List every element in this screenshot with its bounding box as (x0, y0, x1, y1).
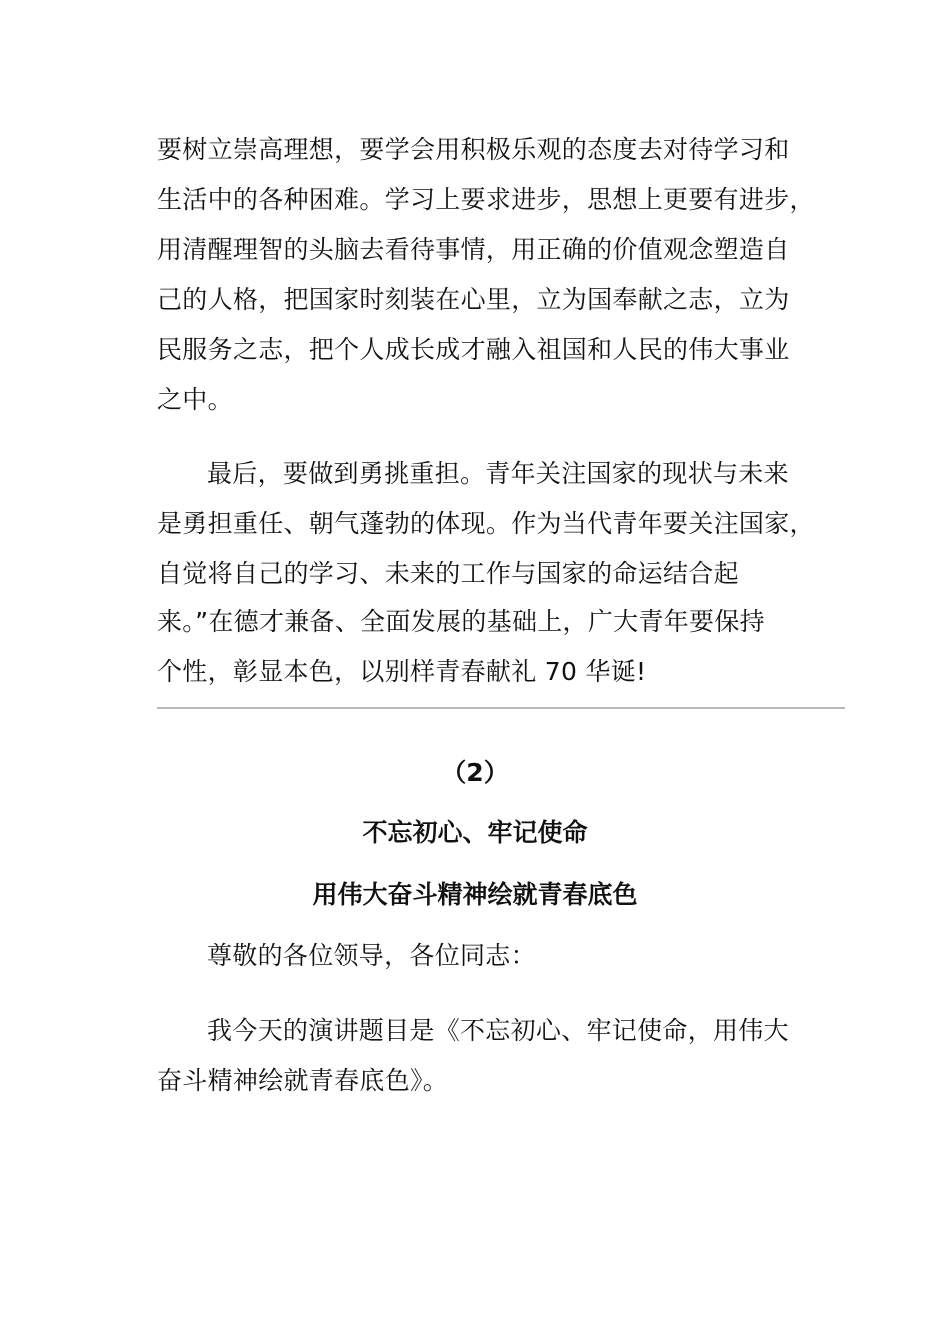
paragraph-1-line-4: 己的人格，把国家时刻装在心里，立为国奉献之志，立为 (157, 285, 790, 314)
paragraph-2-line-3: 自觉将自己的学习、未来的工作与国家的命运结合起 (157, 559, 739, 588)
paragraph-2-line-1: 最后，要做到勇挑重担。青年关注国家的现状与未来 (207, 459, 789, 488)
paragraph-1-line-2: 生活中的各种困难。学习上要求进步，思想上更要有进步， (157, 185, 815, 214)
paragraph-2-line-5: 个性，彰显本色，以别样青春献礼 70 华诞! (157, 657, 647, 686)
salutation: 尊敬的各位领导，各位同志： (207, 941, 536, 970)
paragraph-2-line-4: 来。”在德才兼备、全面发展的基础上，广大青年要保持 (157, 607, 765, 636)
article-title-line-1: 不忘初心、牢记使命 (362, 818, 588, 847)
article-title-line-2: 用伟大奋斗精神绘就青春底色 (312, 880, 638, 909)
paragraph-1-line-6: 之中。 (157, 385, 233, 414)
paragraph-2-line-2: 是勇担重任、朝气蓬勃的体现。作为当代青年要关注国家， (157, 509, 815, 538)
intro-line-1: 我今天的演讲题目是《不忘初心、牢记使命，用伟大 (207, 1016, 789, 1045)
paragraph-1-line-1: 要树立崇高理想，要学会用积极乐观的态度去对待学习和 (157, 135, 790, 164)
intro-line-2: 奋斗精神绘就青春底色》。 (157, 1066, 449, 1095)
article-number: （2） (441, 758, 509, 787)
paragraph-1-line-3: 用清醒理智的头脑去看待事情，用正确的价值观念塑造自 (157, 235, 790, 264)
paragraph-1-line-5: 民服务之志，把个人成长成才融入祖国和人民的伟大事业 (157, 335, 790, 364)
section-divider (157, 707, 845, 709)
